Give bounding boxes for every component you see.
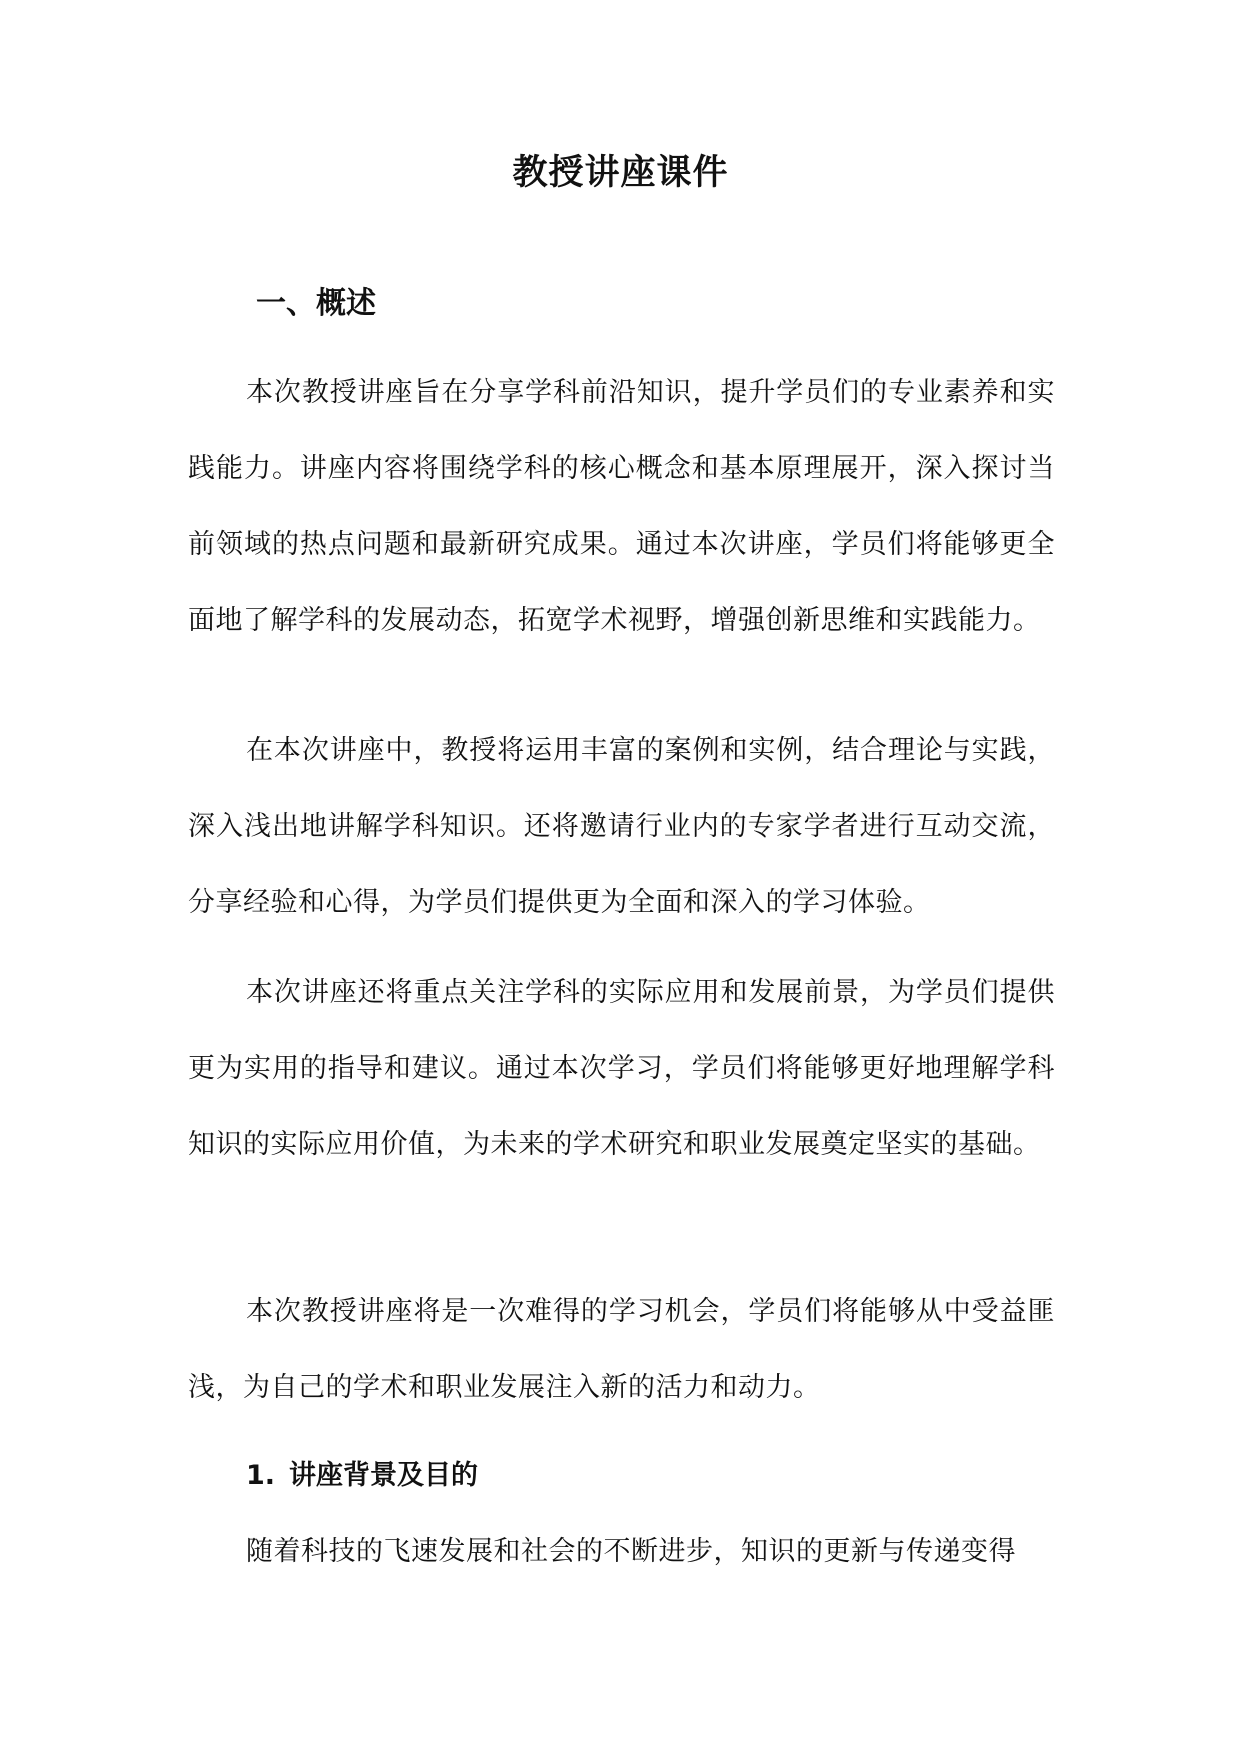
subsection-heading-text: 讲座背景及目的	[289, 1460, 479, 1491]
subsection-heading	[246, 1456, 478, 1496]
subsection-number: 1.	[246, 1460, 276, 1491]
section-heading-overview: 一、概述	[256, 286, 376, 321]
paragraph: 本次讲座还将重点关注学科的实际应用和发展前景，为学员们提供更为实用的指导和建议。通过本次学习，学员们将能够更好地理解学科知识的实际应用价值，为未来的学术研究和职业发展奠定坚实的基础。	[188, 977, 1055, 1160]
paragraph: 随着科技的飞速发展和社会的不断进步，知识的更新与传递变得	[246, 1536, 1016, 1567]
paragraph: 本次教授讲座将是一次难得的学习机会，学员们将能够从中受益匪浅，为自己的学术和职业发展注入新的活力和动力。	[188, 1296, 1055, 1403]
paragraph: 本次教授讲座旨在分享学科前沿知识，提升学员们的专业素养和实践能力。讲座内容将围绕学科的核心概念和基本原理展开，深入探讨当前领域的热点问题和最新研究成果。通过本次讲座，学员们将能够更全面地了解学科的发展动态，拓宽学术视野，增强创新思维和实践能力。	[188, 377, 1055, 636]
paragraph: 在本次讲座中，教授将运用丰富的案例和实例，结合理论与实践，深入浅出地讲解学科知识。还将邀请行业内的专家学者进行互动交流，分享经验和心得，为学员们提供更为全面和深入的学习体验。	[188, 735, 1055, 918]
document-title: 教授讲座课件	[512, 153, 729, 193]
